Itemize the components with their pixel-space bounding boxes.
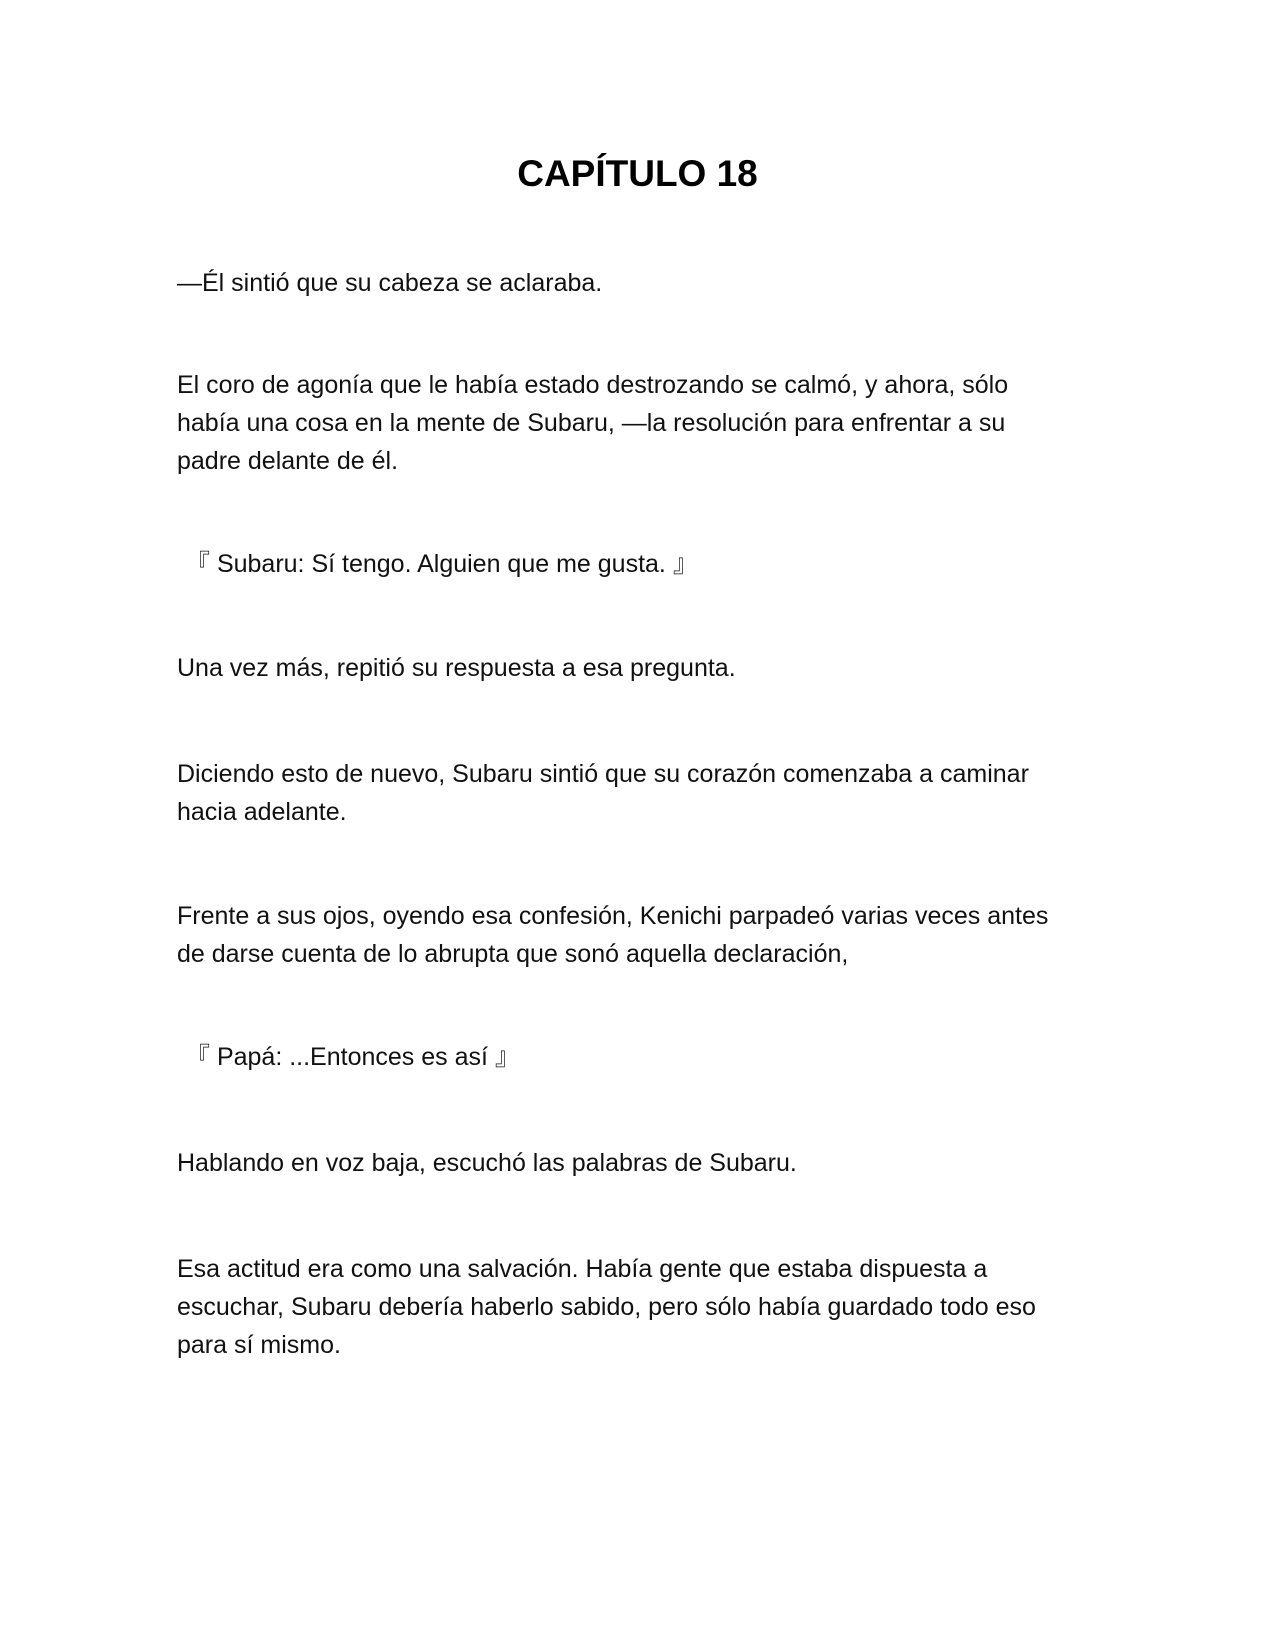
- paragraph-line: hacia adelante.: [177, 798, 347, 826]
- paragraph-line: escuchar, Subaru debería haberlo sabido, pero sólo había guardado todo eso: [177, 1293, 1036, 1321]
- paragraph-line: Frente a sus ojos, oyendo esa confesión, Kenichi parpadeó varias veces antes: [177, 902, 1049, 930]
- paragraph-6: [177, 1144, 1117, 1182]
- paragraph-line: había una cosa en la mente de Subaru, —la resolución para enfrentar a su: [177, 409, 1006, 437]
- paragraph-4: [177, 755, 1117, 831]
- dialogue-line: 『 Papá: ...Entonces es así 』: [185, 1043, 520, 1071]
- paragraph-line: para sí mismo.: [177, 1331, 341, 1359]
- paragraph-3: [177, 649, 1117, 687]
- paragraph-1: [177, 264, 1117, 302]
- paragraph-2: [177, 366, 1117, 480]
- paragraph-line: Una vez más, repitió su respuesta a esa pregunta.: [177, 654, 736, 682]
- paragraph-line: Hablando en voz baja, escuchó las palabras de Subaru.: [177, 1149, 797, 1177]
- paragraph-line: Diciendo esto de nuevo, Subaru sintió que su corazón comenzaba a caminar: [177, 760, 1029, 788]
- chapter-title: CAPÍTULO 18: [517, 153, 758, 194]
- paragraph-line: Esa actitud era como una salvación. Había gente que estaba dispuesta a: [177, 1255, 988, 1283]
- paragraph-7: [177, 1250, 1117, 1364]
- paragraph-line: El coro de agonía que le había estado destrozando se calmó, y ahora, sólo: [177, 371, 1009, 399]
- dialogue-subaru: [185, 545, 1125, 583]
- dialogue-line: 『 Subaru: Sí tengo. Alguien que me gusta. 』: [185, 550, 698, 578]
- paragraph-line: padre delante de él.: [177, 447, 399, 475]
- paragraph-5: [177, 897, 1117, 973]
- paragraph-line: —Él sintió que su cabeza se aclaraba.: [177, 269, 603, 297]
- paragraph-line: de darse cuenta de lo abrupta que sonó aquella declaración,: [177, 940, 849, 968]
- dialogue-papa: [185, 1038, 1125, 1076]
